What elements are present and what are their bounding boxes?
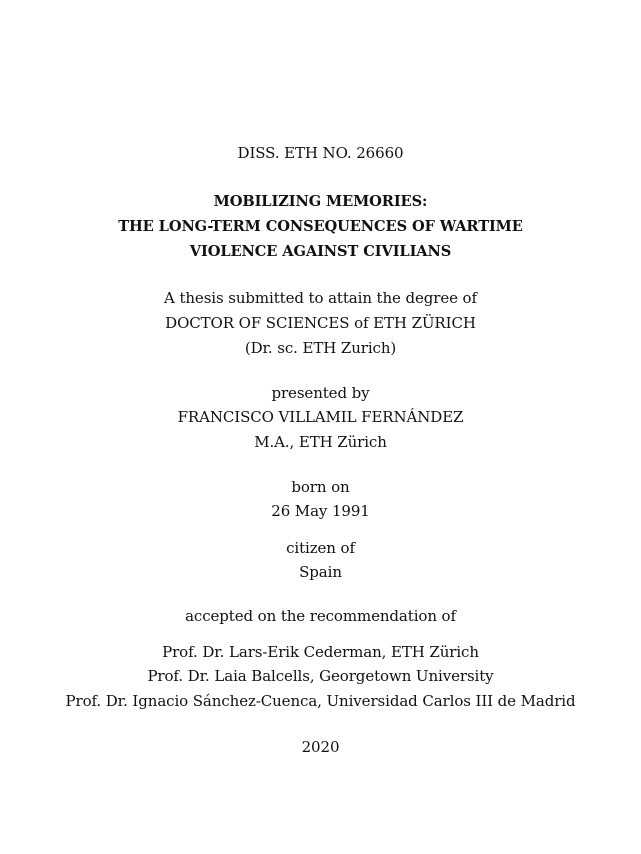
citizen-of-label: citizen of bbox=[286, 539, 355, 557]
presented-by-label: presented by bbox=[271, 384, 370, 402]
recommendation-intro: accepted on the recommendation of bbox=[185, 607, 456, 625]
degree-name: DOCTOR OF SCIENCES of ETH ZÜRICH bbox=[165, 314, 476, 332]
committee-member-3: Prof. Dr. Ignacio Sánchez-Cuenca, Universidad Carlos III de Madrid bbox=[65, 692, 576, 710]
committee-member-2: Prof. Dr. Laia Balcells, Georgetown University bbox=[147, 667, 494, 685]
thesis-title-line-3: VIOLENCE AGAINST CIVILIANS bbox=[189, 243, 452, 260]
thesis-title-line-2: THE LONG-TERM CONSEQUENCES OF WARTIME bbox=[118, 218, 523, 235]
committee-member-1: Prof. Dr. Lars-Erik Cederman, ETH Zürich bbox=[162, 643, 479, 661]
author-credentials: M.A., ETH Zürich bbox=[254, 433, 387, 451]
birth-date: 26 May 1991 bbox=[271, 502, 370, 520]
born-on-label: born on bbox=[291, 478, 350, 496]
thesis-title-line-1: MOBILIZING MEMORIES: bbox=[213, 193, 428, 210]
author-name: FRANCISCO VILLAMIL FERNÁNDEZ bbox=[177, 408, 464, 426]
degree-intro: A thesis submitted to attain the degree of bbox=[164, 289, 477, 307]
publication-year: 2020 bbox=[301, 738, 340, 756]
degree-abbrev: (Dr. sc. ETH Zurich) bbox=[244, 339, 397, 357]
citizenship-country: Spain bbox=[299, 563, 342, 581]
diss-number: DISS. ETH NO. 26660 bbox=[237, 144, 404, 162]
